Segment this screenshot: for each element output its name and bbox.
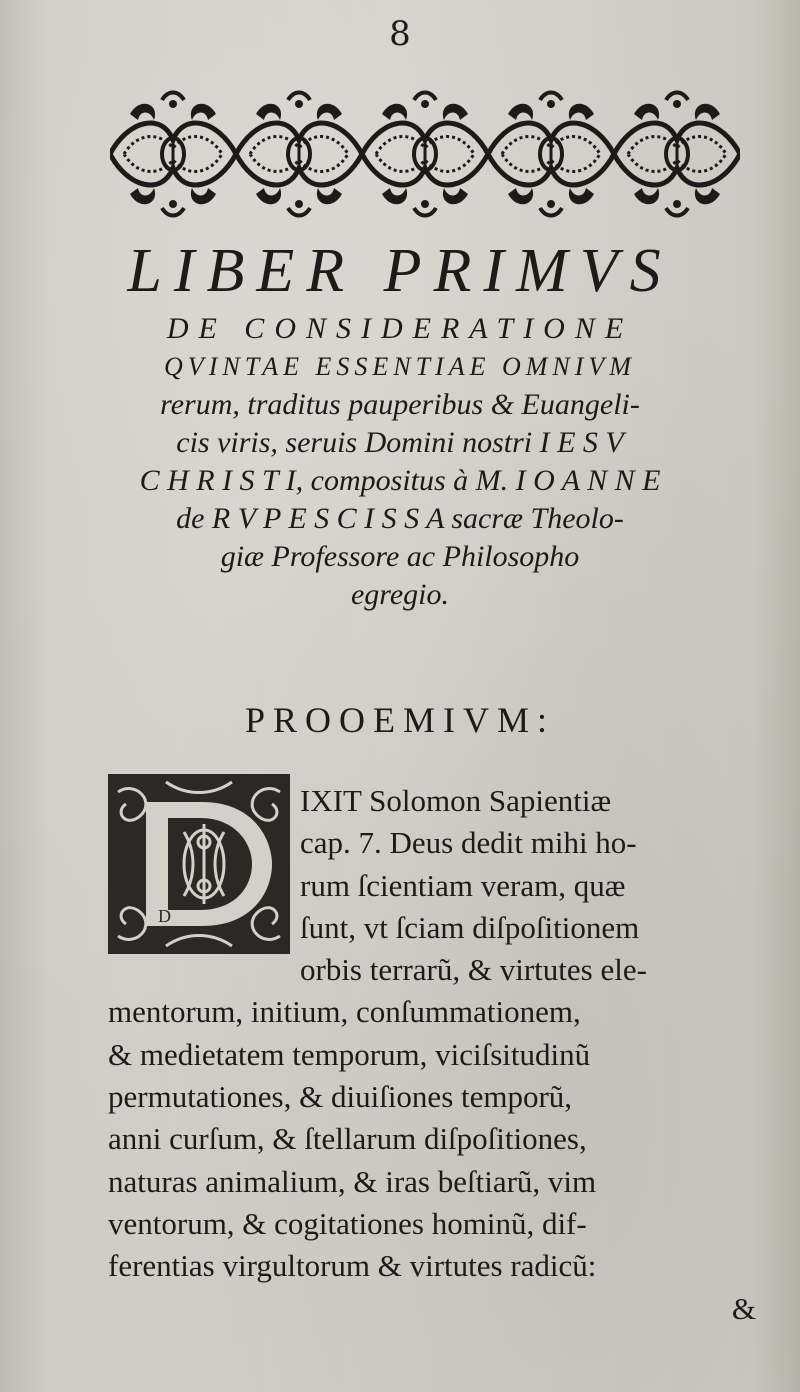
text-line: cap. 7. Deus dedit mihi ho- [300,825,637,861]
title-line: giæ Professore ac Philosopho [220,540,580,573]
title-line: C H R I S T I, compositus à M. I O A N N E [139,464,661,497]
text-line: naturas animalium, & iras beſtiarũ, vim [108,1163,597,1199]
title-line: de R V P E S C I S S A sacræ Theolo- [176,502,624,535]
title-line: cis viris, seruis Domini nostri I E S V [176,426,624,459]
title-main: LIBER PRIMVS [127,237,673,305]
headpiece-ornament-icon [110,90,740,218]
book-title [0,236,800,614]
text-line: ferentias virgultorum & virtutes radicũ: [108,1248,597,1284]
page-number: 8 [389,14,411,54]
title-line: QVINTAE ESSENTIAE OMNIVM [164,352,636,381]
catchword: & [731,1290,756,1326]
text-line: IXIT Solomon Sapientiæ [300,783,612,818]
title-line: DE CONSIDERATIONE [166,312,634,345]
section-heading: PROOEMIVM: [244,700,556,740]
text-line: permutationes, & diuiſiones temporũ, [108,1079,573,1115]
drop-cap-letter: D [158,906,171,926]
text-line: anni curſum, & ſtellarum diſpoſitiones, [108,1121,587,1157]
body-text [108,780,756,1330]
title-line: rerum, traditus pauperibus & Euangeli- [160,388,640,421]
text-line: mentorum, initium, conſummationem, [108,994,581,1030]
text-line: orbis terrarũ, & virtutes ele- [300,952,647,988]
text-line: ventorum, & cogitationes hominũ, dif- [108,1205,587,1241]
text-line: & medietatem temporum, viciſsitudinũ [108,1036,591,1072]
text-line: rum ſcientiam veram, quæ [300,867,626,903]
text-line: ſunt, vt ſciam diſpoſitionem [300,909,640,945]
title-line: egregio. [350,578,450,611]
